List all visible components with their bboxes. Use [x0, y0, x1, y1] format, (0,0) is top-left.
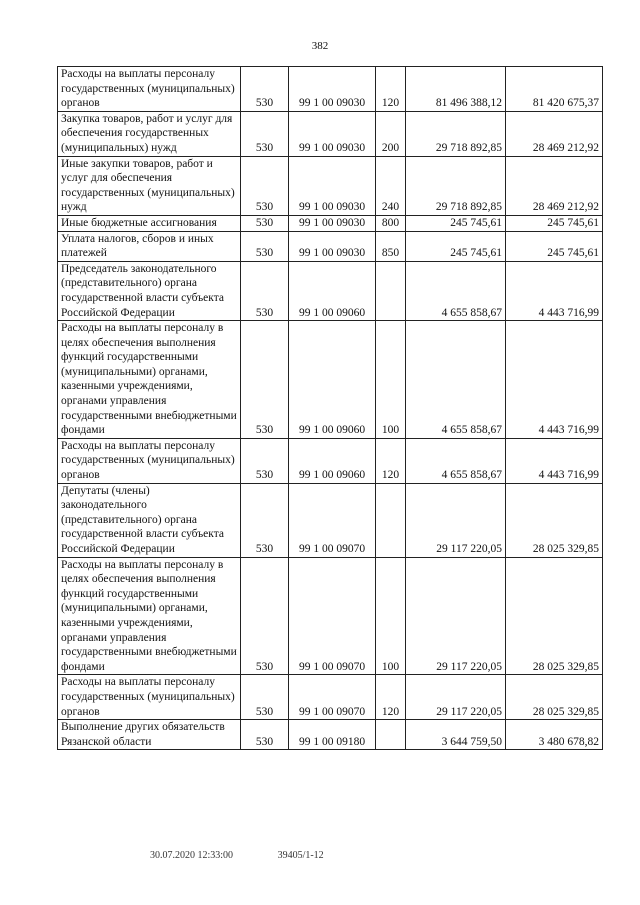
row-csr-cell: 99 1 00 09070 — [289, 675, 376, 720]
row-name-cell: Председатель законодательного (представительного) органа государственной власти субъекта Российской Федерации — [58, 261, 241, 320]
row-sum1-cell: 29 117 220,05 — [406, 483, 506, 557]
table-row — [58, 720, 603, 750]
row-csr-cell: 99 1 00 09030 — [289, 67, 376, 112]
row-name-cell: Иные закупки товаров, работ и услуг для обеспечения государственных (муниципальных) нужд — [58, 156, 241, 215]
table-row — [58, 675, 603, 720]
row-sum2-cell: 4 443 716,99 — [506, 261, 603, 320]
row-name-cell: Иные бюджетные ассигнования — [58, 215, 241, 231]
row-vr-cell: 850 — [376, 231, 406, 261]
row-code-cell: 530 — [241, 156, 289, 215]
row-csr-cell: 99 1 00 09060 — [289, 438, 376, 483]
table-row — [58, 557, 603, 675]
row-sum1-cell: 29 718 892,85 — [406, 156, 506, 215]
table-row — [58, 261, 603, 320]
row-vr-cell: 200 — [376, 111, 406, 156]
table-row — [58, 438, 603, 483]
page-footer — [150, 850, 366, 861]
row-sum2-cell: 245 745,61 — [506, 231, 603, 261]
row-sum2-cell: 28 469 212,92 — [506, 156, 603, 215]
row-sum1-cell: 29 117 220,05 — [406, 557, 506, 675]
row-csr-cell: 99 1 00 09060 — [289, 321, 376, 439]
table-row — [58, 67, 603, 112]
row-code-cell: 530 — [241, 321, 289, 439]
table-row — [58, 111, 603, 156]
row-sum2-cell: 245 745,61 — [506, 215, 603, 231]
table-row — [58, 215, 603, 231]
row-vr-cell: 800 — [376, 215, 406, 231]
row-sum1-cell: 245 745,61 — [406, 231, 506, 261]
row-csr-cell: 99 1 00 09070 — [289, 557, 376, 675]
row-vr-cell: 120 — [376, 438, 406, 483]
row-sum2-cell: 28 469 212,92 — [506, 111, 603, 156]
row-sum2-cell: 28 025 329,85 — [506, 557, 603, 675]
row-csr-cell: 99 1 00 09030 — [289, 156, 376, 215]
page-number: 382 — [311, 40, 329, 52]
footer-doc-code: 39405/1-12 — [277, 850, 324, 861]
row-sum2-cell: 81 420 675,37 — [506, 67, 603, 112]
row-vr-cell — [376, 483, 406, 557]
row-sum1-cell: 29 718 892,85 — [406, 111, 506, 156]
row-code-cell: 530 — [241, 483, 289, 557]
row-name-cell: Расходы на выплаты персоналу государственных (муниципальных) органов — [58, 675, 241, 720]
row-code-cell: 530 — [241, 557, 289, 675]
row-vr-cell: 100 — [376, 321, 406, 439]
row-csr-cell: 99 1 00 09180 — [289, 720, 376, 750]
table-row — [58, 156, 603, 215]
row-name-cell: Закупка товаров, работ и услуг для обеспечения государственных (муниципальных) нужд — [58, 111, 241, 156]
table-row — [58, 231, 603, 261]
row-csr-cell: 99 1 00 09030 — [289, 111, 376, 156]
row-name-cell: Уплата налогов, сборов и иных платежей — [58, 231, 241, 261]
row-code-cell: 530 — [241, 261, 289, 320]
row-sum1-cell: 81 496 388,12 — [406, 67, 506, 112]
table-row — [58, 321, 603, 439]
row-sum2-cell: 28 025 329,85 — [506, 483, 603, 557]
row-sum1-cell: 3 644 759,50 — [406, 720, 506, 750]
row-csr-cell: 99 1 00 09070 — [289, 483, 376, 557]
row-name-cell: Расходы на выплаты персоналу в целях обеспечения выполнения функций государственными (муниципальными) органами, казенными учреждениями, органами управления государственными внебюджетными фондами — [58, 321, 241, 439]
row-sum2-cell: 3 480 678,82 — [506, 720, 603, 750]
row-sum1-cell: 4 655 858,67 — [406, 321, 506, 439]
row-name-cell: Выполнение других обязательств Рязанской области — [58, 720, 241, 750]
row-code-cell: 530 — [241, 675, 289, 720]
row-name-cell: Расходы на выплаты персоналу в целях обеспечения выполнения функций государственными (муниципальными) органами, казенными учреждениями, органами управления государственными внебюджетными фондами — [58, 557, 241, 675]
footer-timestamp: 30.07.2020 12:33:00 — [150, 850, 234, 861]
row-vr-cell: 120 — [376, 67, 406, 112]
row-code-cell: 530 — [241, 111, 289, 156]
row-code-cell: 530 — [241, 231, 289, 261]
row-sum1-cell: 29 117 220,05 — [406, 675, 506, 720]
row-sum2-cell: 28 025 329,85 — [506, 675, 603, 720]
budget-table — [57, 66, 603, 750]
row-name-cell: Расходы на выплаты персоналу государственных (муниципальных) органов — [58, 67, 241, 112]
row-code-cell: 530 — [241, 720, 289, 750]
row-sum1-cell: 4 655 858,67 — [406, 261, 506, 320]
row-sum1-cell: 4 655 858,67 — [406, 438, 506, 483]
row-sum1-cell: 245 745,61 — [406, 215, 506, 231]
table-row — [58, 483, 603, 557]
budget-table-body — [58, 67, 603, 750]
row-csr-cell: 99 1 00 09060 — [289, 261, 376, 320]
row-sum2-cell: 4 443 716,99 — [506, 438, 603, 483]
row-vr-cell: 120 — [376, 675, 406, 720]
row-vr-cell: 100 — [376, 557, 406, 675]
row-code-cell: 530 — [241, 438, 289, 483]
row-name-cell: Расходы на выплаты персоналу государственных (муниципальных) органов — [58, 438, 241, 483]
row-csr-cell: 99 1 00 09030 — [289, 215, 376, 231]
row-vr-cell — [376, 720, 406, 750]
row-code-cell: 530 — [241, 215, 289, 231]
row-sum2-cell: 4 443 716,99 — [506, 321, 603, 439]
row-code-cell: 530 — [241, 67, 289, 112]
row-vr-cell — [376, 261, 406, 320]
row-vr-cell: 240 — [376, 156, 406, 215]
row-name-cell: Депутаты (члены) законодательного (представительного) органа государственной власти субъекта Российской Федерации — [58, 483, 241, 557]
row-csr-cell: 99 1 00 09030 — [289, 231, 376, 261]
